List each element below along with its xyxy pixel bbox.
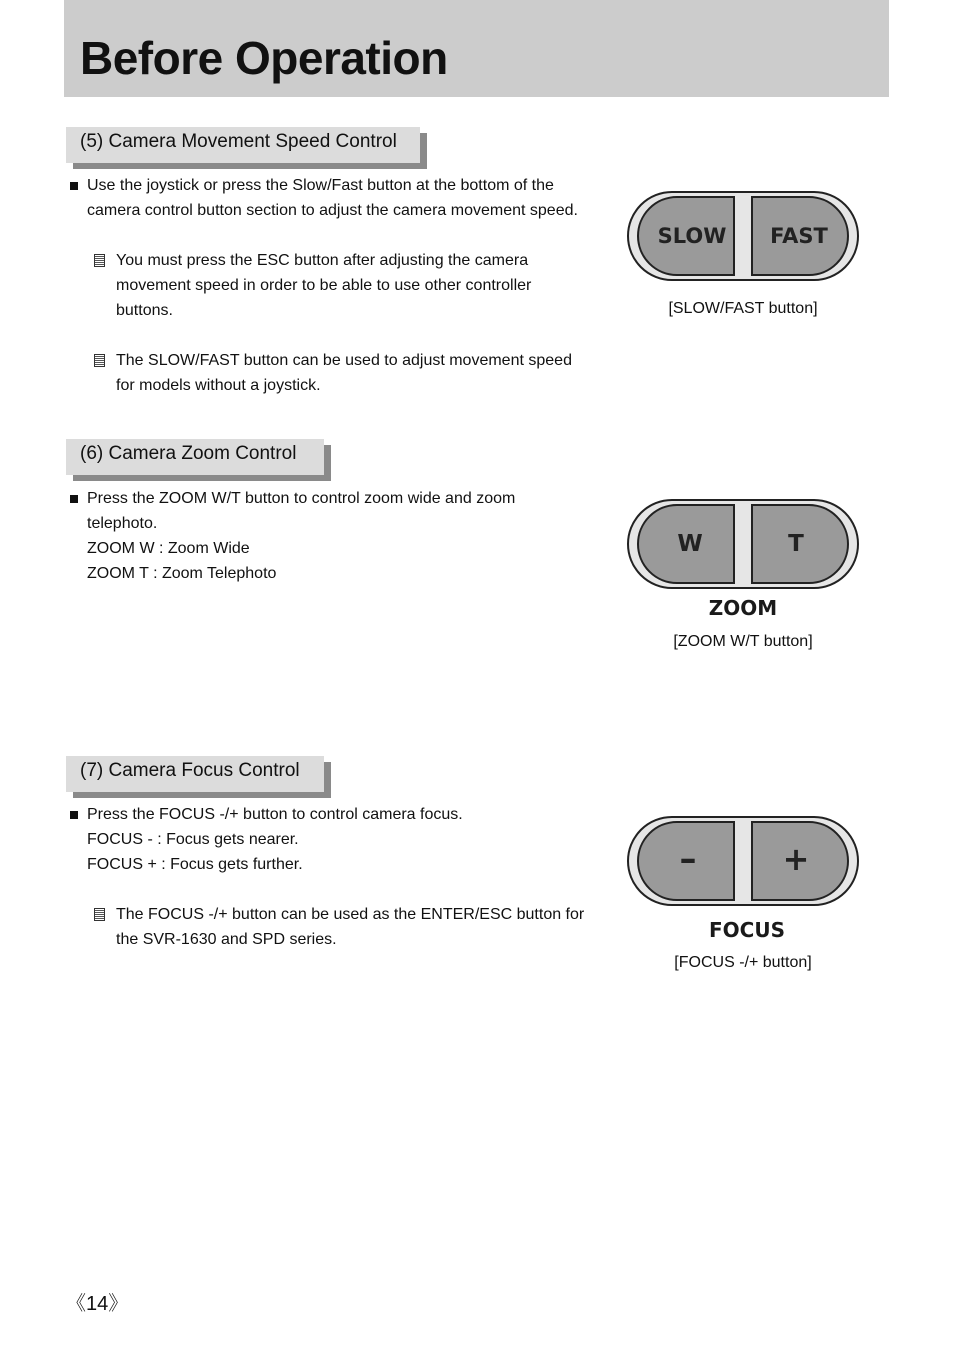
- fast-button-label: FAST: [770, 224, 828, 248]
- section-heading-speed: [66, 127, 420, 163]
- bullet-square-icon: [70, 495, 78, 503]
- text-line: camera control button section to adjust the camera movement speed.: [87, 202, 578, 219]
- section-body-zoom: [66, 486, 586, 586]
- zoom-button-figure: [627, 499, 859, 589]
- section-heading-zoom: [66, 439, 324, 475]
- note-paragraph: [66, 902, 586, 952]
- text-line: FOCUS - : Focus gets nearer.: [87, 831, 299, 848]
- page-title: Before Operation: [80, 32, 448, 84]
- bullet-paragraph: [66, 802, 586, 877]
- focus-minus-label: –: [679, 839, 697, 879]
- note-paragraph: [66, 248, 586, 323]
- heading-label: (5) Camera Movement Speed Control: [66, 127, 420, 163]
- figure-caption: [SLOW/FAST button]: [668, 300, 818, 317]
- page-number: 《14》: [66, 1293, 129, 1315]
- text-line: ZOOM W : Zoom Wide: [87, 540, 250, 557]
- text-line: Press the FOCUS -/+ button to control camera focus.: [87, 806, 463, 823]
- zoom-wide-label: W: [677, 531, 703, 557]
- note-icon: [94, 254, 105, 267]
- text-line: You must press the ESC button after adjusting the camera: [116, 252, 529, 269]
- figure-caption: [FOCUS -/+ button]: [674, 954, 812, 971]
- zoom-word-label: ZOOM: [708, 596, 778, 620]
- text-line: The SLOW/FAST button can be used to adjust movement speed: [116, 352, 572, 369]
- note-icon: [94, 908, 105, 921]
- bullet-paragraph: [66, 173, 586, 223]
- slow-fast-button-figure: [627, 191, 859, 281]
- section-body-focus: [66, 802, 586, 952]
- text-line: ZOOM T : Zoom Telephoto: [87, 565, 277, 582]
- focus-button-figure: [627, 816, 859, 906]
- note-icon: [94, 354, 105, 367]
- text-line: Press the ZOOM W/T button to control zoom wide and zoom telephoto.: [87, 490, 516, 532]
- text-line: FOCUS + : Focus gets further.: [87, 856, 303, 873]
- header-band: [64, 0, 889, 97]
- text-line: movement speed in order to be able to use other controller buttons.: [116, 277, 532, 319]
- heading-label: (7) Camera Focus Control: [66, 756, 324, 792]
- bullet-square-icon: [70, 811, 78, 819]
- heading-label: (6) Camera Zoom Control: [66, 439, 324, 475]
- text-line: the SVR-1630 and SPD series.: [116, 931, 337, 948]
- zoom-tele-label: T: [788, 531, 804, 557]
- text-line: Use the joystick or press the Slow/Fast button at the bottom of the: [87, 177, 554, 194]
- bullet-paragraph: [66, 486, 586, 586]
- focus-word-label: FOCUS: [709, 918, 785, 942]
- bullet-square-icon: [70, 182, 78, 190]
- section-body-speed: [66, 173, 586, 398]
- note-paragraph: [66, 348, 586, 398]
- slow-button-label: SLOW: [657, 224, 727, 248]
- focus-plus-label: +: [782, 840, 810, 878]
- text-line: for models without a joystick.: [116, 377, 321, 394]
- section-heading-focus: [66, 756, 324, 792]
- text-line: The FOCUS -/+ button can be used as the ENTER/ESC button for: [116, 906, 585, 923]
- figure-caption: [ZOOM W/T button]: [673, 633, 813, 650]
